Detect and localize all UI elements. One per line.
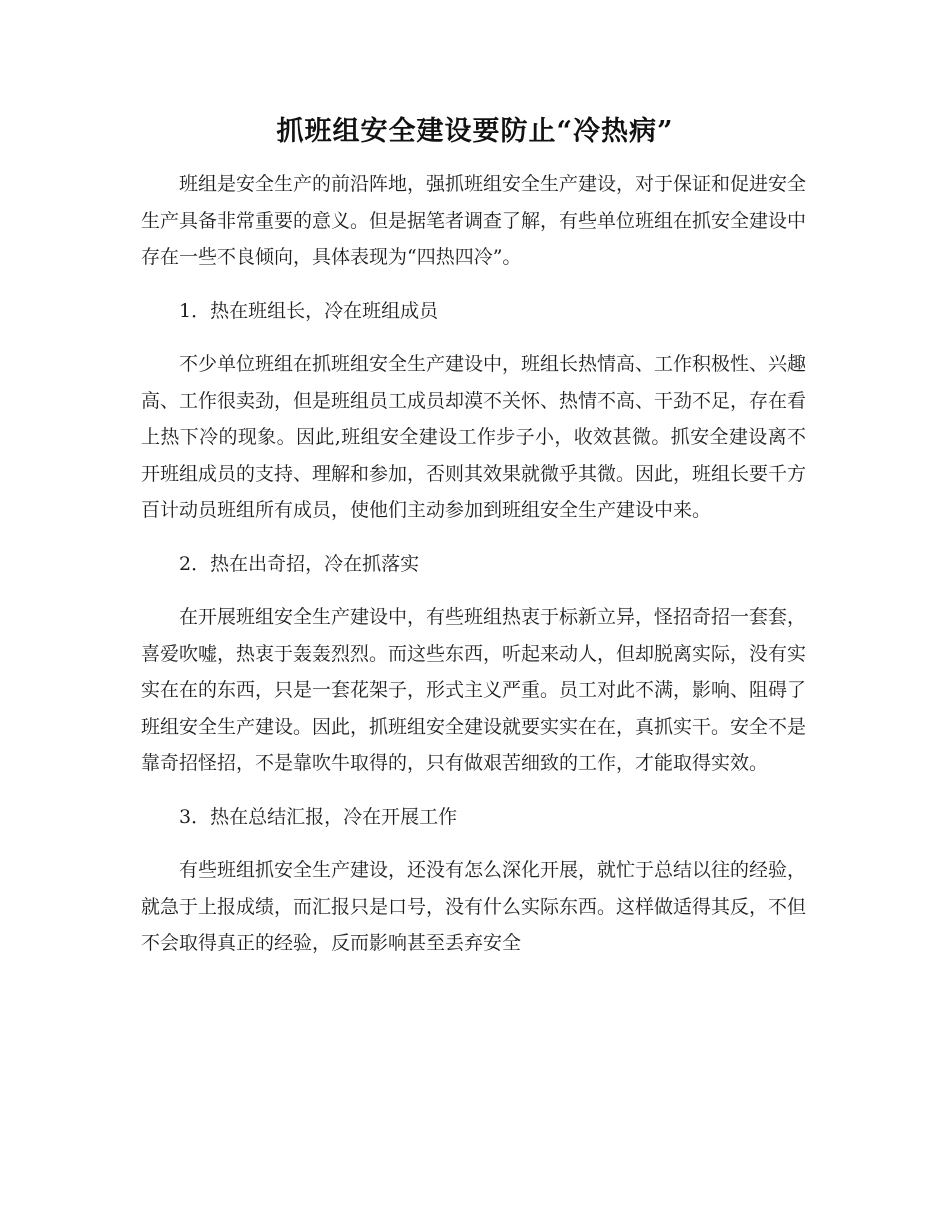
- section-heading-3: 3．热在总结汇报，冷在开展工作: [179, 805, 458, 828]
- section-body-1: 不少单位班组在抓班组安全生产建设中，班组长热情高、工作积极性、兴趣高、工作很卖劲，但是班组员工成员却漠不关怀、热情不高、干劲不足，存在看上热下冷的现象。因此,班组安全建设工作步子小，收效甚微。抓安全建设离不开班组成员的支持、理解和参加，否则其效果就微乎其微。因此，班组长要千方百计动员班组所有成员，使他们主动参加到班组安全生产建设中来。: [141, 353, 807, 521]
- intro-paragraph: 班组是安全生产的前沿阵地，强抓班组安全生产建设，对于保证和促进安全生产具备非常重要的意义。但是据笔者调查了解，有些单位班组在抓安全建设中存在一些不良倾向，具体表现为“四热四冷”。: [141, 173, 807, 268]
- section-body-2: 在开展班组安全生产建设中，有些班组热衷于标新立异，怪招奇招一套套，喜爱吹嘘，热衷于轰轰烈烈。而这些东西，听起来动人，但却脱离实际，没有实实在在的东西，只是一套花架子，形式主义严重。员工对此不满，影响、阻碍了班组安全生产建设。因此，抓班组安全建设就要实实在在，真抓实干。安全不是靠奇招怪招，不是靠吹牛取得的，只有做艰苦细致的工作，才能取得实效。: [141, 606, 807, 774]
- document-title: 抓班组安全建设要防止“冷热病”: [276, 116, 674, 147]
- document-body: [141, 166, 806, 979]
- section-body-3: 有些班组抓安全生产建设，还没有怎么深化开展，就忙于总结以往的经验，就急于上报成绩，而汇报只是口号，没有什么实际东西。这样做适得其反，不但不会取得真正的经验，反而影响甚至丢弃安全: [141, 859, 807, 954]
- section-heading-1: 1．热在班组长，冷在班组成员: [179, 299, 439, 322]
- section-heading-2: 2．热在出奇招，冷在抓落实: [179, 552, 420, 575]
